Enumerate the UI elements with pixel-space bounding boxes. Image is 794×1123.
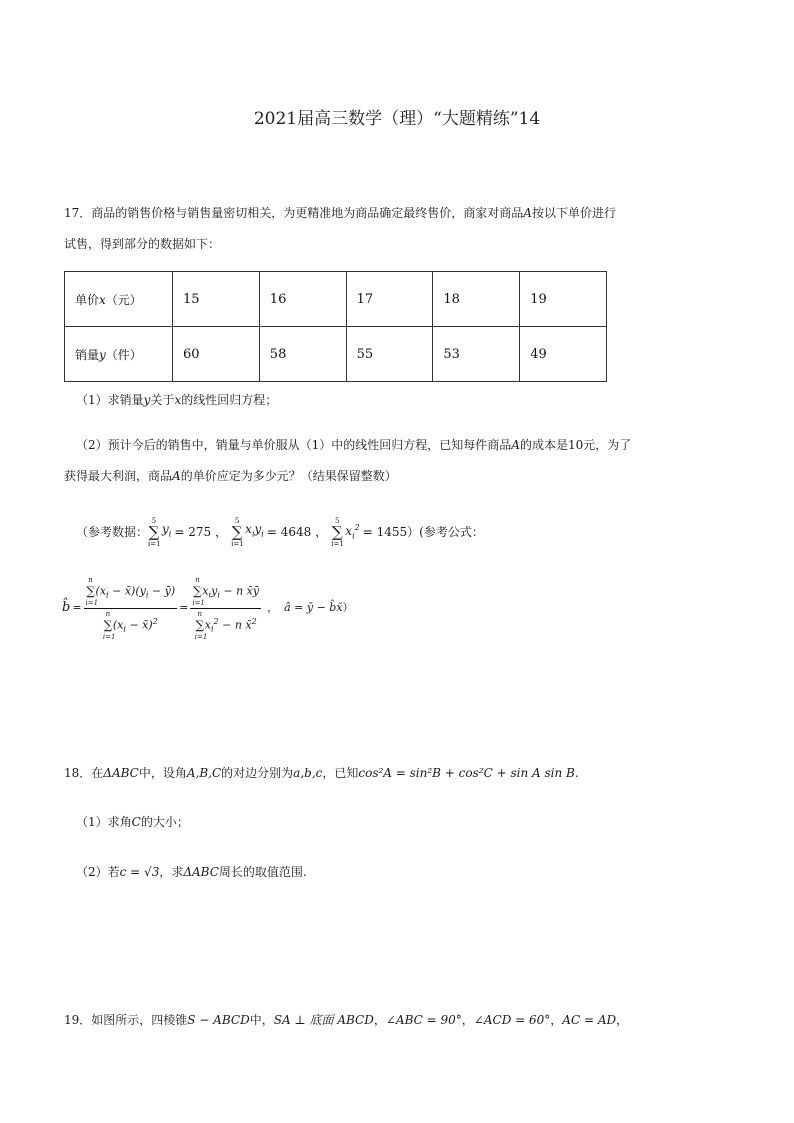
data-table [64, 271, 607, 382]
q18-angles: A,B,C [186, 766, 222, 780]
q18-text-mid3: ，已知 [322, 766, 359, 780]
q18-text-mid: 中，设角 [138, 766, 187, 780]
head-unit: （元） [105, 292, 142, 307]
table-cell: 60 [173, 327, 260, 382]
q19-text: 19．如图所示，四棱锥 [64, 1013, 188, 1027]
q18-triangle: ΔABC [103, 766, 139, 780]
q18-part1 [76, 814, 189, 830]
q17-line1 [64, 205, 616, 221]
table-head-price [65, 272, 173, 327]
table-cell: 58 [259, 327, 346, 382]
table-row [65, 327, 607, 382]
ref-formula-label: ）(参考公式： [407, 525, 484, 539]
table-cell: 49 [520, 327, 607, 382]
q18-sides: a,b,c [293, 766, 323, 780]
q19-pyramid: S − ABCD [187, 1013, 250, 1027]
ref-value-2: = 4648 [266, 525, 312, 539]
part1-text-end: 的线性回归方程； [181, 393, 278, 407]
reference-data: （参考数据： 5 ∑ i=1 $y_i$ = 275 ， 5 ∑ i=1 $x_iy_i$ = 4648 ， 5 ∑ i=1 $x_i^2$ = 1455 ）(参考公式： [76, 516, 484, 548]
ref-term-y: $y_i$ [162, 522, 172, 539]
q18-part1-var: C [131, 815, 141, 829]
part1-text-mid: 关于 [150, 393, 175, 407]
q18-part2-triangle: ΔABC [183, 865, 219, 879]
q17-part1 [76, 392, 277, 408]
table-cell: 19 [520, 272, 607, 327]
q19-angle-acd: ∠ACD = 60° [473, 1013, 551, 1027]
head-unit: （件） [105, 347, 142, 362]
q18-part2-text: （2）若 [76, 865, 120, 879]
formula-tail: ） [342, 601, 354, 614]
formula-fraction-1: n ∑ i=1 ($x_i$ − $x̄)(y_i$ − ȳ) n ∑ i=1 ($x_i$ − x̄)$^2$ [85, 575, 176, 641]
q19-text-mid: 中， [249, 1013, 274, 1027]
part2-line2-end: 的单价应定为多少元？（结果保留整数） [180, 469, 397, 483]
q17-line2: 试售，得到部分的数据如下： [64, 237, 221, 251]
table-head-sales [65, 327, 173, 382]
q17-line1-var: A [523, 206, 532, 220]
ref-data-label: （参考数据： [76, 525, 149, 539]
q18-part2 [76, 864, 307, 880]
head-var: y [99, 347, 106, 362]
q18-text: 18．在 [64, 766, 104, 780]
q19-line1: 19．如图所示，四棱锥S − ABCD中，SA ⊥ 底面 ABCD，∠ABC = 90°，∠ACD = 60°，AC = AD， [64, 1013, 629, 1027]
part2-var-a: A [511, 438, 520, 452]
part2-cost: 10 [567, 438, 584, 452]
head-var: x [99, 292, 106, 307]
q18-text-mid2: 的对边分别为 [221, 766, 294, 780]
q19-angle-abc: ∠ABC = 90° [385, 1013, 462, 1027]
table-cell: 15 [173, 272, 260, 327]
q17-line1-text: 17．商品的销售价格与销售量密切相关，为更精准地为商品确定最终售价，商家对商品 [64, 206, 524, 220]
q19-perpendicular: SA ⊥ 底面 ABCD [273, 1013, 374, 1027]
ref-term-xy: $x_iy_i$ [245, 522, 264, 539]
head-label: 单价 [75, 292, 100, 307]
table-cell: 17 [346, 272, 433, 327]
part2-line2-text: 获得最大利润，商品 [64, 469, 173, 483]
q17-line1-end: 按以下单价进行 [531, 206, 616, 220]
b-hat: b̂ [62, 600, 71, 615]
table-row [65, 272, 607, 327]
table-cell: 16 [259, 272, 346, 327]
q18-part2-end: 周长的取值范围. [218, 865, 307, 879]
ref-value-3: = 1455 [362, 525, 408, 539]
q18-line1: 18．在ΔABC中，设角A,B,C的对边分别为a,b,c，已知cos²A = sin²B + cos²C + sin A sin B. [64, 766, 579, 780]
formula-fraction-2: n ∑ i=1 $x_iy_i - n$ x̄ȳ n ∑ i=1 $x_i^2 - n$ x̄$^2$ [192, 575, 260, 641]
page-title: 2021届高三数学（理）“大题精练”14 [253, 109, 541, 129]
part2-text-end: 元，为了 [583, 438, 632, 452]
regression-formula: b̂ = n ∑ i=1 ($x_i$ − $x̄)(y_i$ − ȳ) n ∑ i=1 ($x_i$ − x̄)$^2$ = n ∑ i=1 $x_iy_i - n$ x̄ȳ n ∑ i=1 $x_i^2 - n$ x̄$^2$ ， â = ȳ − b̂x̄ ） [62, 575, 354, 641]
sum-symbol: 5 ∑ i=1 [148, 516, 161, 548]
ref-value-1: = 275 [174, 525, 212, 539]
head-label: 销量 [75, 347, 100, 362]
a-hat-formula: â = ȳ − b̂x̄ [284, 601, 343, 614]
part2-text: （2）预计今后的销售中，销量与单价服从（1）中的线性回归方程，已知每件商品 [76, 438, 512, 452]
q18-part2-mid: ，求 [159, 865, 184, 879]
q19-equal-sides: AC = AD [562, 1013, 617, 1027]
q18-part1-end: 的大小； [140, 815, 189, 829]
q18-equation: cos²A = sin²B + cos²C + sin A sin B [358, 766, 575, 780]
part1-var-y: y [143, 393, 151, 407]
sum-symbol: 5 ∑ i=1 [331, 516, 344, 548]
table-cell: 53 [433, 327, 520, 382]
table-cell: 18 [433, 272, 520, 327]
q18-part2-eq: c = √3 [119, 865, 160, 879]
q17-part2-line2 [64, 468, 397, 484]
part2-line2-var: A [172, 469, 181, 483]
part2-text-mid: 的成本是 [519, 438, 568, 452]
part1-text: （1）求销量 [76, 393, 144, 407]
ref-term-x2: $x_i^2$ [345, 522, 360, 541]
q18-part1-text: （1）求角 [76, 815, 132, 829]
part1-var-x: x [174, 393, 182, 407]
q17-part2-line1 [76, 437, 631, 453]
table-cell: 55 [346, 327, 433, 382]
sum-symbol: 5 ∑ i=1 [231, 516, 244, 548]
